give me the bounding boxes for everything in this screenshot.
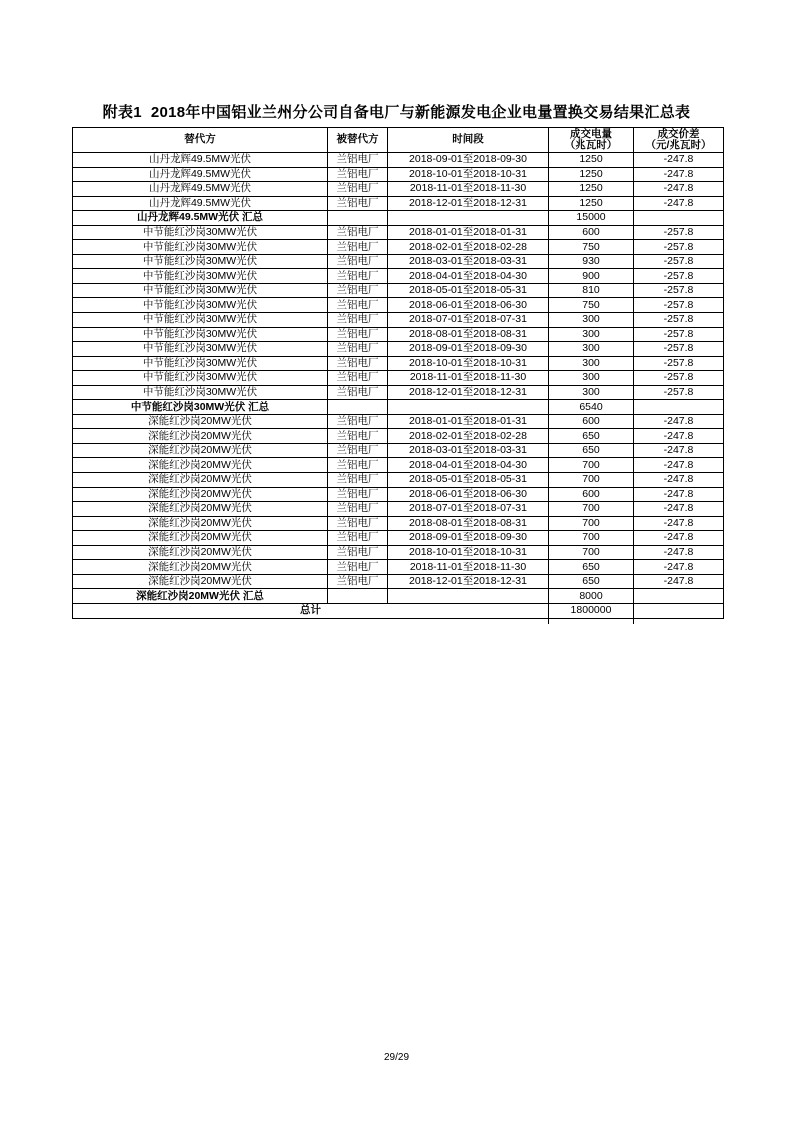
cell-volume: 300 <box>549 385 634 400</box>
table-row <box>73 298 724 313</box>
table-row <box>73 443 724 458</box>
summary-table-container <box>72 127 723 619</box>
cell-volume: 700 <box>549 502 634 517</box>
cell-price: -257.8 <box>634 298 724 313</box>
table-row <box>73 269 724 284</box>
cell-replacer: 深能红沙岗20MW光伏 <box>73 487 328 502</box>
cell-period: 2018-01-01至2018-01-31 <box>388 225 549 240</box>
cell-replacer: 山丹龙辉49.5MW光伏 <box>73 167 328 182</box>
cell-period: 2018-05-01至2018-05-31 <box>388 473 549 488</box>
cell-price: -247.8 <box>634 531 724 546</box>
cell-price: -257.8 <box>634 254 724 269</box>
cell-price: -247.8 <box>634 458 724 473</box>
table-row <box>73 473 724 488</box>
cell-replacer: 中节能红沙岗30MW光伏 <box>73 385 328 400</box>
cell-volume: 700 <box>549 458 634 473</box>
cell-period: 2018-03-01至2018-03-31 <box>388 254 549 269</box>
cell-replacer: 中节能红沙岗30MW光伏 <box>73 371 328 386</box>
cell-period: 2018-04-01至2018-04-30 <box>388 458 549 473</box>
cell-replacer: 深能红沙岗20MW光伏 <box>73 473 328 488</box>
cell-replacer: 深能红沙岗20MW光伏 <box>73 414 328 429</box>
cell-period: 2018-07-01至2018-07-31 <box>388 313 549 328</box>
cell-replaced: 兰铝电厂 <box>328 531 388 546</box>
cell-volume: 750 <box>549 240 634 255</box>
cell-volume: 1250 <box>549 153 634 168</box>
cell-replaced: 兰铝电厂 <box>328 298 388 313</box>
cell-volume: 650 <box>549 429 634 444</box>
cell-replaced: 兰铝电厂 <box>328 473 388 488</box>
table-row <box>73 560 724 575</box>
cell-price: -247.8 <box>634 429 724 444</box>
column-header: 被替代方 <box>328 128 388 153</box>
cell-price: -247.8 <box>634 560 724 575</box>
cell-volume: 650 <box>549 560 634 575</box>
cell-period: 2018-10-01至2018-10-31 <box>388 545 549 560</box>
cell-price: -257.8 <box>634 385 724 400</box>
cell-replaced: 兰铝电厂 <box>328 385 388 400</box>
cell-period: 2018-11-01至2018-11-30 <box>388 560 549 575</box>
cell-period: 2018-12-01至2018-12-31 <box>388 574 549 589</box>
cell-volume: 650 <box>549 443 634 458</box>
cell-price: -247.8 <box>634 153 724 168</box>
cell-replacer: 中节能红沙岗30MW光伏 <box>73 254 328 269</box>
cell-replacer: 中节能红沙岗30MW光伏 <box>73 225 328 240</box>
cell-price: -257.8 <box>634 269 724 284</box>
cell-label: 总计 <box>73 603 549 618</box>
cell-volume: 750 <box>549 298 634 313</box>
cell-value <box>328 589 388 604</box>
table-row <box>73 327 724 342</box>
cell-replacer: 中节能红沙岗30MW光伏 <box>73 298 328 313</box>
table-row <box>73 313 724 328</box>
cell-replaced: 兰铝电厂 <box>328 414 388 429</box>
table-row <box>73 574 724 589</box>
table-row <box>73 283 724 298</box>
cell-replacer: 山丹龙辉49.5MW光伏 <box>73 153 328 168</box>
table-row <box>73 371 724 386</box>
cell-period: 2018-05-01至2018-05-31 <box>388 283 549 298</box>
cell-volume: 810 <box>549 283 634 298</box>
cell-label: 山丹龙辉49.5MW光伏 汇总 <box>73 211 328 226</box>
cell-period: 2018-08-01至2018-08-31 <box>388 516 549 531</box>
cell-value <box>634 211 724 226</box>
table-row <box>73 487 724 502</box>
cell-replaced: 兰铝电厂 <box>328 153 388 168</box>
cell-replaced: 兰铝电厂 <box>328 516 388 531</box>
cell-price: -247.8 <box>634 167 724 182</box>
cell-price: -247.8 <box>634 196 724 211</box>
cell-period: 2018-12-01至2018-12-31 <box>388 385 549 400</box>
page-title: 附表1 2018年中国铝业兰州分公司自备电厂与新能源发电企业电量置换交易结果汇总表 <box>102 104 691 121</box>
cell-replaced: 兰铝电厂 <box>328 458 388 473</box>
cell-volume: 600 <box>549 225 634 240</box>
subtotal-row <box>73 589 724 604</box>
cell-price: -247.8 <box>634 545 724 560</box>
cell-replacer: 山丹龙辉49.5MW光伏 <box>73 182 328 197</box>
cell-price: -247.8 <box>634 516 724 531</box>
cell-replaced: 兰铝电厂 <box>328 269 388 284</box>
cell-value <box>388 211 549 226</box>
cell-price: -257.8 <box>634 342 724 357</box>
cell-price: -247.8 <box>634 443 724 458</box>
cell-value: 1800000 <box>549 603 634 618</box>
cell-volume: 300 <box>549 313 634 328</box>
cell-value: 15000 <box>549 211 634 226</box>
cell-replacer: 中节能红沙岗30MW光伏 <box>73 327 328 342</box>
subtotal-row <box>73 400 724 415</box>
cell-period: 2018-07-01至2018-07-31 <box>388 502 549 517</box>
column-header: 成交价差 （元/兆瓦时） <box>634 128 724 153</box>
cell-replacer: 深能红沙岗20MW光伏 <box>73 516 328 531</box>
cell-replaced: 兰铝电厂 <box>328 429 388 444</box>
cell-period: 2018-09-01至2018-09-30 <box>388 342 549 357</box>
cell-replacer: 中节能红沙岗30MW光伏 <box>73 283 328 298</box>
cell-price: -247.8 <box>634 502 724 517</box>
cell-value <box>328 400 388 415</box>
cell-price: -257.8 <box>634 283 724 298</box>
cell-replaced: 兰铝电厂 <box>328 487 388 502</box>
table-row <box>73 342 724 357</box>
cell-price: -257.8 <box>634 313 724 328</box>
summary-table <box>72 127 724 619</box>
table-body <box>73 153 724 619</box>
cell-value <box>388 400 549 415</box>
cell-period: 2018-09-01至2018-09-30 <box>388 153 549 168</box>
table-row <box>73 182 724 197</box>
cell-period: 2018-02-01至2018-02-28 <box>388 240 549 255</box>
cell-period: 2018-02-01至2018-02-28 <box>388 429 549 444</box>
table-row <box>73 254 724 269</box>
cell-replacer: 深能红沙岗20MW光伏 <box>73 574 328 589</box>
cell-period: 2018-06-01至2018-06-30 <box>388 487 549 502</box>
cell-replacer: 中节能红沙岗30MW光伏 <box>73 313 328 328</box>
cell-replacer: 深能红沙岗20MW光伏 <box>73 560 328 575</box>
cell-replaced: 兰铝电厂 <box>328 254 388 269</box>
table-row <box>73 167 724 182</box>
table-header-row <box>73 128 724 153</box>
cell-volume: 700 <box>549 473 634 488</box>
cell-volume: 900 <box>549 269 634 284</box>
cell-period: 2018-03-01至2018-03-31 <box>388 443 549 458</box>
cell-replaced: 兰铝电厂 <box>328 574 388 589</box>
cell-replaced: 兰铝电厂 <box>328 371 388 386</box>
cell-period: 2018-08-01至2018-08-31 <box>388 327 549 342</box>
cell-replaced: 兰铝电厂 <box>328 283 388 298</box>
table-row <box>73 225 724 240</box>
cell-replaced: 兰铝电厂 <box>328 240 388 255</box>
cell-replacer: 中节能红沙岗30MW光伏 <box>73 342 328 357</box>
cell-volume: 600 <box>549 487 634 502</box>
cell-volume: 700 <box>549 545 634 560</box>
table-row <box>73 240 724 255</box>
column-header: 替代方 <box>73 128 328 153</box>
cell-price: -247.8 <box>634 473 724 488</box>
cell-value <box>634 589 724 604</box>
cell-replacer: 深能红沙岗20MW光伏 <box>73 429 328 444</box>
cell-replaced: 兰铝电厂 <box>328 502 388 517</box>
cell-price: -257.8 <box>634 356 724 371</box>
cell-volume: 1250 <box>549 182 634 197</box>
cell-replacer: 深能红沙岗20MW光伏 <box>73 502 328 517</box>
cell-price: -257.8 <box>634 371 724 386</box>
cell-volume: 300 <box>549 356 634 371</box>
cell-replaced: 兰铝电厂 <box>328 327 388 342</box>
cell-period: 2018-11-01至2018-11-30 <box>388 182 549 197</box>
cell-replaced: 兰铝电厂 <box>328 182 388 197</box>
table-border-artifact <box>548 619 549 624</box>
cell-replaced: 兰铝电厂 <box>328 342 388 357</box>
cell-volume: 700 <box>549 531 634 546</box>
cell-replacer: 中节能红沙岗30MW光伏 <box>73 269 328 284</box>
cell-period: 2018-11-01至2018-11-30 <box>388 371 549 386</box>
cell-price: -257.8 <box>634 225 724 240</box>
cell-period: 2018-12-01至2018-12-31 <box>388 196 549 211</box>
cell-period: 2018-10-01至2018-10-31 <box>388 356 549 371</box>
cell-replaced: 兰铝电厂 <box>328 225 388 240</box>
table-row <box>73 356 724 371</box>
cell-period: 2018-01-01至2018-01-31 <box>388 414 549 429</box>
table-row <box>73 414 724 429</box>
column-header: 时间段 <box>388 128 549 153</box>
cell-volume: 650 <box>549 574 634 589</box>
cell-replaced: 兰铝电厂 <box>328 196 388 211</box>
cell-price: -247.8 <box>634 414 724 429</box>
cell-volume: 300 <box>549 371 634 386</box>
cell-value <box>388 589 549 604</box>
table-row <box>73 458 724 473</box>
cell-replaced: 兰铝电厂 <box>328 167 388 182</box>
cell-price: -247.8 <box>634 182 724 197</box>
cell-volume: 1250 <box>549 196 634 211</box>
cell-volume: 300 <box>549 342 634 357</box>
cell-volume: 1250 <box>549 167 634 182</box>
cell-value <box>634 603 724 618</box>
cell-period: 2018-09-01至2018-09-30 <box>388 531 549 546</box>
table-row <box>73 531 724 546</box>
cell-value: 8000 <box>549 589 634 604</box>
cell-replacer: 深能红沙岗20MW光伏 <box>73 458 328 473</box>
cell-replacer: 深能红沙岗20MW光伏 <box>73 531 328 546</box>
column-header: 成交电量 （兆瓦时） <box>549 128 634 153</box>
cell-replacer: 深能红沙岗20MW光伏 <box>73 545 328 560</box>
cell-price: -247.8 <box>634 487 724 502</box>
cell-replaced: 兰铝电厂 <box>328 560 388 575</box>
cell-price: -257.8 <box>634 327 724 342</box>
cell-period: 2018-06-01至2018-06-30 <box>388 298 549 313</box>
cell-replaced: 兰铝电厂 <box>328 313 388 328</box>
cell-replaced: 兰铝电厂 <box>328 545 388 560</box>
cell-replacer: 中节能红沙岗30MW光伏 <box>73 356 328 371</box>
cell-value <box>634 400 724 415</box>
cell-replacer: 深能红沙岗20MW光伏 <box>73 443 328 458</box>
cell-label: 深能红沙岗20MW光伏 汇总 <box>73 589 328 604</box>
table-row <box>73 545 724 560</box>
cell-volume: 700 <box>549 516 634 531</box>
cell-replaced: 兰铝电厂 <box>328 443 388 458</box>
cell-price: -257.8 <box>634 240 724 255</box>
cell-period: 2018-10-01至2018-10-31 <box>388 167 549 182</box>
table-border-artifact <box>633 619 634 624</box>
total-row <box>73 603 724 618</box>
table-row <box>73 429 724 444</box>
table-row <box>73 516 724 531</box>
cell-volume: 600 <box>549 414 634 429</box>
cell-replaced: 兰铝电厂 <box>328 356 388 371</box>
table-row <box>73 502 724 517</box>
table-row <box>73 153 724 168</box>
cell-value: 6540 <box>549 400 634 415</box>
table-row <box>73 385 724 400</box>
cell-replacer: 中节能红沙岗30MW光伏 <box>73 240 328 255</box>
cell-period: 2018-04-01至2018-04-30 <box>388 269 549 284</box>
cell-price: -247.8 <box>634 574 724 589</box>
cell-replacer: 山丹龙辉49.5MW光伏 <box>73 196 328 211</box>
page-number: 29/29 <box>383 1052 410 1063</box>
cell-volume: 300 <box>549 327 634 342</box>
cell-volume: 930 <box>549 254 634 269</box>
subtotal-row <box>73 211 724 226</box>
cell-label: 中节能红沙岗30MW光伏 汇总 <box>73 400 328 415</box>
cell-value <box>328 211 388 226</box>
table-row <box>73 196 724 211</box>
